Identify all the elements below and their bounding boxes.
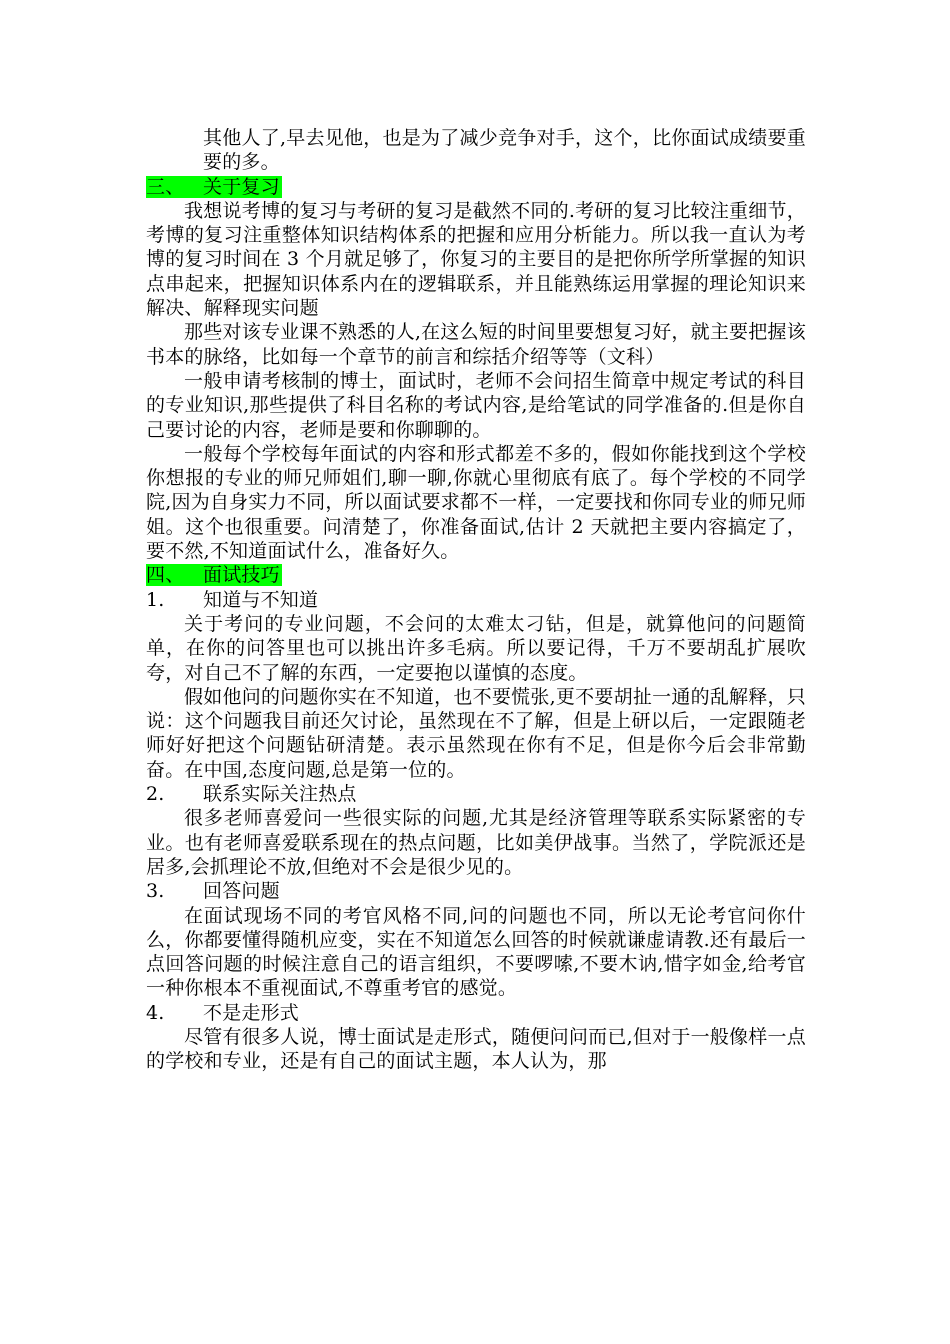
subheading-title: 联系实际关注热点 (203, 783, 357, 806)
intro-continuation: 其他人了,早去见他，也是为了减少竞争对手，这个，比你面试成绩要重要的多。 (203, 127, 806, 174)
subheading-1 (146, 588, 806, 612)
subheading-number: 4. (146, 1001, 165, 1024)
section-title: 关于复习 (203, 175, 280, 198)
subheading-number: 1. (146, 588, 165, 611)
paragraph: 尽管有很多人说，博士面试是走形式，随便问问而已,但对于一般像样一点的学校和专业，还是有自己的面试主题，本人认为，那 (146, 1025, 806, 1073)
highlighted-heading (146, 176, 282, 198)
document-page (146, 126, 806, 1074)
paragraph: 一般每个学校每年面试的内容和形式都差不多的，假如你能找到这个学校你想报的专业的师兄师姐们,聊一聊,你就心里彻底有底了。每个学校的不同学院,因为自身实力不同，所以面试要求都不一样，一定要找和你同专业的师兄师姐。这个也很重要。问清楚了，你准备面试,估计 2 天就把主要内容搞定了，要不然,不知道面试什么，准备好久。 (146, 442, 806, 563)
section-heading-3 (146, 175, 806, 199)
paragraph: 关于考问的专业问题，不会问的太难太刁钻，但是，就算他问的问题简单，在你的问答里也可以挑出许多毛病。所以要记得，千万不要胡乱扩展吹夸，对自己不了解的东西，一定要抱以谨慎的态度。 (146, 612, 806, 684)
subheading-2 (146, 782, 806, 806)
paragraph: 一般申请考核制的博士，面试时，老师不会问招生简章中规定考试的科目的专业知识,那些提供了科目名称的考试内容,是给笔试的同学准备的.但是你自己要讨论的内容，老师是要和你聊聊的。 (146, 369, 806, 441)
paragraph: 很多老师喜爱问一些很实际的问题,尤其是经济管理等联系实际紧密的专业。也有老师喜爱联系现在的热点问题，比如美伊战事。当然了，学院派还是居多,会抓理论不放,但绝对不会是很少见的。 (146, 807, 806, 878)
subheading-3 (146, 879, 806, 903)
subheading-4 (146, 1001, 806, 1025)
section-number: 三、 (146, 175, 185, 198)
subheading-title: 不是走形式 (203, 1001, 300, 1024)
paragraph: 那些对该专业课不熟悉的人,在这么短的时间里要想复习好，就主要把握该书本的脉络，比如每一个章节的前言和综括介绍等等（文科） (146, 321, 806, 368)
paragraph: 我想说考博的复习与考研的复习是截然不同的.考研的复习比较注重细节，考博的复习注重整体知识结构体系的把握和应用分析能力。所以我一直认为考 博的复习时间在 3 个月就足够了，你复习的主要目的是把你所学所掌握的知识点串起来，把握知识体系内在的逻辑联系，并且能熟练运用掌握的理论知识来解决、解释现实问题 (146, 199, 806, 320)
section-number: 四、 (146, 564, 185, 587)
paragraph: 在面试现场不同的考官风格不同,问的问题也不同，所以无论考官问你什么，你都要懂得随机应变，实在不知道怎么回答的时候就谦虚请教.还有最后一点回答问题的时候注意自己的语言组织，不要啰嗦,不要木讷,惜字如金,给考官一种你根本不重视面试,不尊重考官的感觉。 (146, 904, 806, 1000)
subheading-title: 知道与不知道 (203, 588, 319, 611)
subheading-number: 2. (146, 783, 165, 806)
section-title: 面试技巧 (203, 564, 280, 587)
section-heading-4 (146, 563, 806, 587)
highlighted-heading (146, 564, 282, 586)
subheading-number: 3. (146, 880, 165, 903)
paragraph: 假如他问的问题你实在不知道，也不要慌张,更不要胡扯一通的乱解释，只说：这个问题我目前还欠讨论，虽然现在不了解，但是上研以后，一定跟随老师好好把这个问题钻研清楚。表示虽然现在你有不足，但是你今后会非常勤奋。在中国,态度问题,总是第一位的。 (146, 685, 806, 781)
subheading-title: 回答问题 (203, 880, 280, 903)
